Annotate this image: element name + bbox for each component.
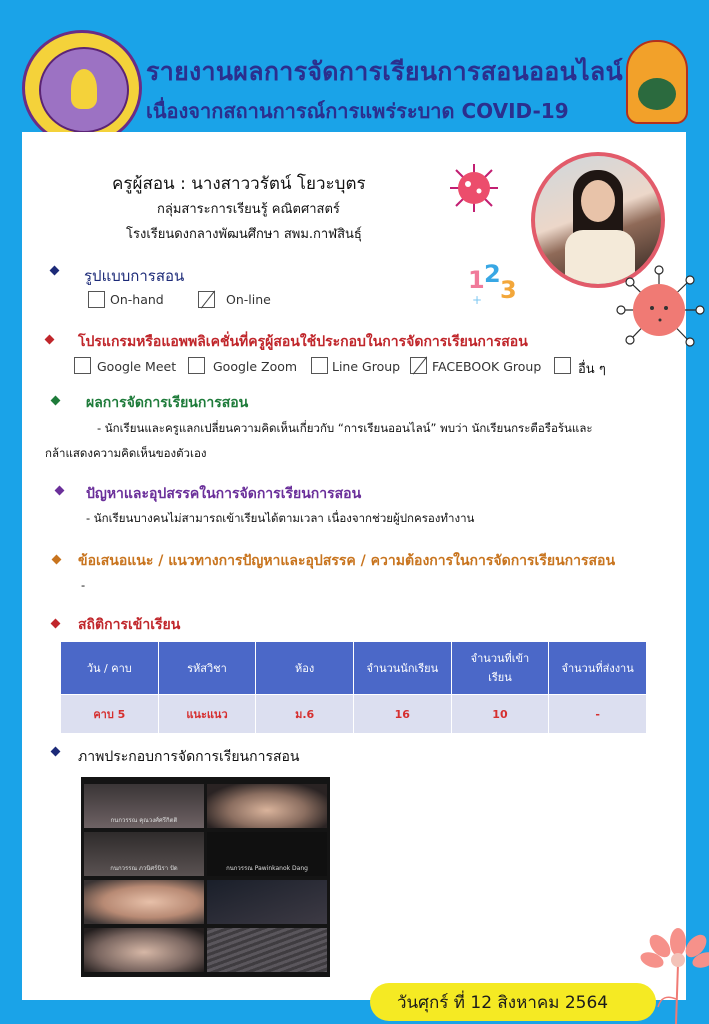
video-tile-caption: กนกวรรณ คุณวงศ์ศรีกิตติ bbox=[110, 817, 178, 824]
table-row bbox=[61, 695, 647, 734]
report-date: วันศุกร์ ที่ 12 สิงหาคม 2564 bbox=[397, 993, 609, 1013]
column-header-line: จำนวนที่เข้า bbox=[470, 652, 530, 665]
submitted-cell: - bbox=[549, 695, 647, 734]
apps-heading: โปรแกรมหรือแอพพลิเคชั่นที่ครูผู้สอนใช้ประกอบในการจัดการเรียนการสอน bbox=[78, 334, 528, 350]
line-group-checkbox[interactable] bbox=[311, 357, 328, 374]
coronavirus-icon bbox=[604, 262, 709, 362]
video-tile-caption: กนกวรรณ ภวนิศร์นิรา ปัด bbox=[110, 865, 178, 872]
video-call-screenshot bbox=[81, 777, 330, 977]
virus-icon bbox=[444, 160, 504, 216]
column-header: จำนวนที่ส่งงาน bbox=[549, 642, 647, 695]
google-zoom-checkbox[interactable] bbox=[188, 357, 205, 374]
teacher-photo-face bbox=[581, 180, 615, 222]
google-meet-label: Google Meet bbox=[97, 359, 177, 374]
other-label: อื่น ๆ bbox=[578, 362, 606, 377]
svg-text:3: 3 bbox=[500, 276, 517, 304]
school-logo-center bbox=[39, 47, 129, 133]
column-header-line: เรียน bbox=[488, 671, 512, 684]
students-cell: 16 bbox=[353, 695, 451, 734]
video-tile bbox=[84, 880, 204, 924]
school-logo bbox=[22, 30, 142, 146]
column-header: จำนวนนักเรียน bbox=[353, 642, 451, 695]
results-line-1: - นักเรียนและครูแลกเปลี่ยนความคิดเห็นเกี่ยวกับ “การเรียนออนไลน์” พบว่า นักเรียนกระตือรือร้นและ bbox=[97, 421, 593, 435]
column-header: รหัสวิชา bbox=[158, 642, 256, 695]
svg-text:+: + bbox=[472, 293, 483, 307]
attendance-table bbox=[60, 641, 647, 734]
attended-cell: 10 bbox=[451, 695, 549, 734]
room-cell: ม.6 bbox=[256, 695, 354, 734]
video-tile bbox=[207, 880, 327, 924]
on-line-label: On-line bbox=[226, 292, 271, 307]
svg-text:2: 2 bbox=[484, 260, 501, 288]
tree-icon bbox=[71, 69, 97, 109]
numbers-123-icon bbox=[466, 254, 526, 310]
on-hand-label: On-hand bbox=[110, 292, 164, 307]
video-tile bbox=[84, 832, 204, 876]
video-tile bbox=[207, 928, 327, 972]
teaching-mode-heading: รูปแบบการสอน bbox=[84, 267, 185, 285]
column-header bbox=[451, 642, 549, 695]
results-heading: ผลการจัดการเรียนการสอน bbox=[86, 395, 249, 411]
teacher-name: ครูผู้สอน : นางสาววรัตน์ โยวะบุตร bbox=[112, 174, 366, 194]
video-tile bbox=[207, 832, 327, 876]
page-title: รายงานผลการจัดการเรียนการสอนออนไลน์ bbox=[146, 57, 623, 86]
page-subtitle: เนื่องจากสถานการณ์การแพร่ระบาด COVID-19 bbox=[146, 99, 569, 123]
table-header-row bbox=[61, 642, 647, 695]
column-header: วัน / คาบ bbox=[61, 642, 159, 695]
subject-code-cell: แนะแนว bbox=[158, 695, 256, 734]
pictures-heading: ภาพประกอบการจัดการเรียนการสอน bbox=[78, 749, 300, 765]
video-tile-caption: กนกวรรณ Pawinkanok Dang bbox=[226, 865, 308, 872]
obec-emblem bbox=[626, 40, 688, 124]
line-group-label: Line Group bbox=[332, 359, 401, 374]
facebook-group-label: FACEBOOK Group bbox=[432, 359, 542, 374]
facebook-group-checkbox[interactable] bbox=[410, 357, 427, 374]
on-line-checkbox[interactable] bbox=[198, 291, 215, 308]
period-cell: คาบ 5 bbox=[61, 695, 159, 734]
other-checkbox[interactable] bbox=[554, 357, 571, 374]
google-zoom-label: Google Zoom bbox=[213, 359, 298, 374]
video-tile bbox=[207, 784, 327, 828]
emblem-center bbox=[638, 78, 676, 110]
attendance-heading: สถิติการเข้าเรียน bbox=[78, 617, 181, 633]
school-name: โรงเรียนดงกลางพัฒนศึกษา สพม.กาฬสินธุ์ bbox=[126, 227, 362, 242]
problems-heading: ปัญหาและอุปสรรคในการจัดการเรียนการสอน bbox=[86, 486, 362, 502]
column-header: ห้อง bbox=[256, 642, 354, 695]
results-line-2: กล้าแสดงความคิดเห็นของตัวเอง bbox=[45, 446, 207, 460]
subject-group: กลุ่มสาระการเรียนรู้ คณิตศาสตร์ bbox=[157, 202, 340, 217]
video-tile bbox=[84, 928, 204, 972]
problems-line-1: - นักเรียนบางคนไม่สามารถเข้าเรียนได้ตามเวลา เนื่องจากช่วยผู้ปกครองทำงาน bbox=[86, 511, 475, 525]
video-tile bbox=[84, 784, 204, 828]
on-hand-checkbox[interactable] bbox=[88, 291, 105, 308]
suggestions-heading: ข้อเสนอแนะ / แนวทางการปัญหาและอุปสรรค / ความต้องการในการจัดการเรียนการสอน bbox=[78, 553, 616, 569]
google-meet-checkbox[interactable] bbox=[74, 357, 91, 374]
suggestions-line-1: - bbox=[81, 578, 86, 592]
svg-text:1: 1 bbox=[468, 266, 485, 294]
